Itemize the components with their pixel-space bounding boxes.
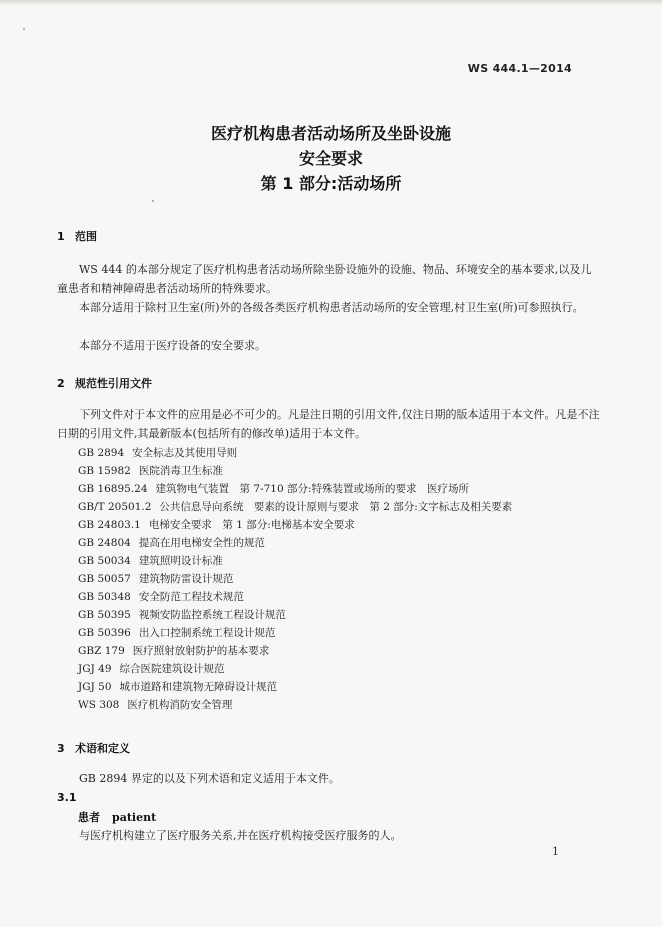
reference-item (78, 481, 469, 496)
section-title: 规范性引用文件 (75, 377, 152, 390)
reference-title: 建筑物防雷设计规范 (138, 573, 234, 585)
paragraph (57, 769, 602, 788)
reference-item (78, 607, 286, 622)
reference-code: GB/T 20501.2 (78, 501, 152, 513)
document-title-line-3: 第 1 部分:活动场所 (260, 174, 402, 193)
term-heading (78, 809, 156, 825)
paragraph-text: WS 444 的本部分规定了医疗机构患者活动场所除坐卧设施外的设施、物品、环境安全的基本要求,以及儿童患者和精神障碍患者活动场所的特殊要求。 (57, 263, 592, 295)
reference-title: 电梯安全要求 第 1 部分:电梯基本安全要求 (148, 519, 355, 531)
scan-speck (23, 28, 25, 30)
section-number: 3 (57, 742, 65, 755)
reference-code: GB 50348 (78, 591, 131, 603)
reference-title: 医院消毒卫生标准 (138, 465, 223, 477)
reference-title: 建筑物电气装置 第 7-710 部分:特殊装置或场所的要求 医疗场所 (155, 483, 470, 495)
reference-item (78, 535, 265, 550)
reference-title: 公共信息导向系统 要素的设计原则与要求 第 2 部分:文字标志及相关要素 (159, 501, 513, 513)
reference-code: WS 308 (78, 699, 120, 711)
reference-title: 出入口控制系统工程设计规范 (138, 627, 276, 639)
reference-title: 综合医院建筑设计规范 (119, 663, 225, 675)
reference-code: GB 24803.1 (78, 519, 141, 531)
reference-code: GB 50396 (78, 627, 131, 639)
document-title-line-2: 安全要求 (298, 149, 363, 168)
section-2-heading (57, 375, 152, 391)
paragraph (57, 336, 602, 355)
reference-code: GBZ 179 (78, 645, 125, 657)
reference-title: 医疗机构消防安全管理 (127, 699, 233, 711)
paragraph (57, 260, 602, 298)
section-number: 1 (57, 230, 65, 243)
section-1-heading (57, 228, 97, 244)
paragraph (57, 298, 602, 317)
reference-title: 视频安防监控系统工程设计规范 (138, 609, 286, 621)
reference-code: GB 50034 (78, 555, 131, 567)
paragraph-text: 本部分不适用于医疗设备的安全要求。 (79, 339, 266, 352)
reference-title: 安全标志及其使用导则 (132, 447, 238, 459)
reference-item (78, 553, 223, 568)
term-number: 3.1 (57, 791, 77, 804)
reference-code: JGJ 50 (78, 681, 112, 693)
paragraph-text: GB 2894 界定的以及下列术语和定义适用于本文件。 (79, 772, 340, 785)
reference-title: 医疗照射放射防护的基本要求 (132, 645, 270, 657)
reference-item (78, 499, 512, 514)
reference-title: 城市道路和建筑物无障碍设计规范 (119, 681, 278, 693)
section-3-heading (57, 740, 130, 756)
page-number: 1 (552, 845, 559, 858)
reference-title: 提高在用电梯安全性的规范 (138, 537, 265, 549)
scan-edge (0, 0, 662, 6)
reference-code: GB 16895.24 (78, 483, 148, 495)
reference-item (78, 643, 269, 658)
paragraph-text: 本部分适用于除村卫生室(所)外的各级各类医疗机构患者活动场所的安全管理,村卫生室(所)可参照执行。 (79, 301, 584, 314)
scan-speck (152, 200, 154, 202)
reference-title: 建筑照明设计标准 (138, 555, 223, 567)
reference-item (78, 679, 277, 694)
reference-item (78, 661, 225, 676)
reference-item (78, 571, 233, 586)
reference-code: GB 50057 (78, 573, 131, 585)
reference-item (78, 445, 237, 460)
section-number: 2 (57, 377, 65, 390)
reference-code: GB 2894 (78, 447, 125, 459)
definition-text: 与医疗机构建立了医疗服务关系,并在医疗机构接受医疗服务的人。 (79, 829, 402, 842)
section-title: 范围 (75, 230, 97, 243)
term-english: patient (112, 811, 157, 824)
term-chinese: 患者 (78, 811, 100, 824)
document-title-line-1: 医疗机构患者活动场所及坐卧设施 (210, 124, 451, 143)
reference-item (78, 463, 223, 478)
section-title: 术语和定义 (75, 742, 130, 755)
reference-item (78, 625, 275, 640)
term-definition (57, 826, 602, 845)
reference-code: GB 24804 (78, 537, 131, 549)
reference-code: GB 15982 (78, 465, 131, 477)
paragraph (57, 405, 602, 443)
paragraph-text: 下列文件对于本文件的应用是必不可少的。凡是注日期的引用文件,仅注日期的版本适用于本文件。凡是不注日期的引用文件,其最新版本(包括所有的修改单)适用于本文件。 (57, 408, 600, 440)
reference-code: JGJ 49 (78, 663, 112, 675)
standard-number: WS 444.1—2014 (467, 62, 572, 75)
reference-code: GB 50395 (78, 609, 131, 621)
reference-item (78, 697, 232, 712)
reference-title: 安全防范工程技术规范 (138, 591, 244, 603)
reference-item (78, 589, 244, 604)
reference-item (78, 517, 355, 532)
